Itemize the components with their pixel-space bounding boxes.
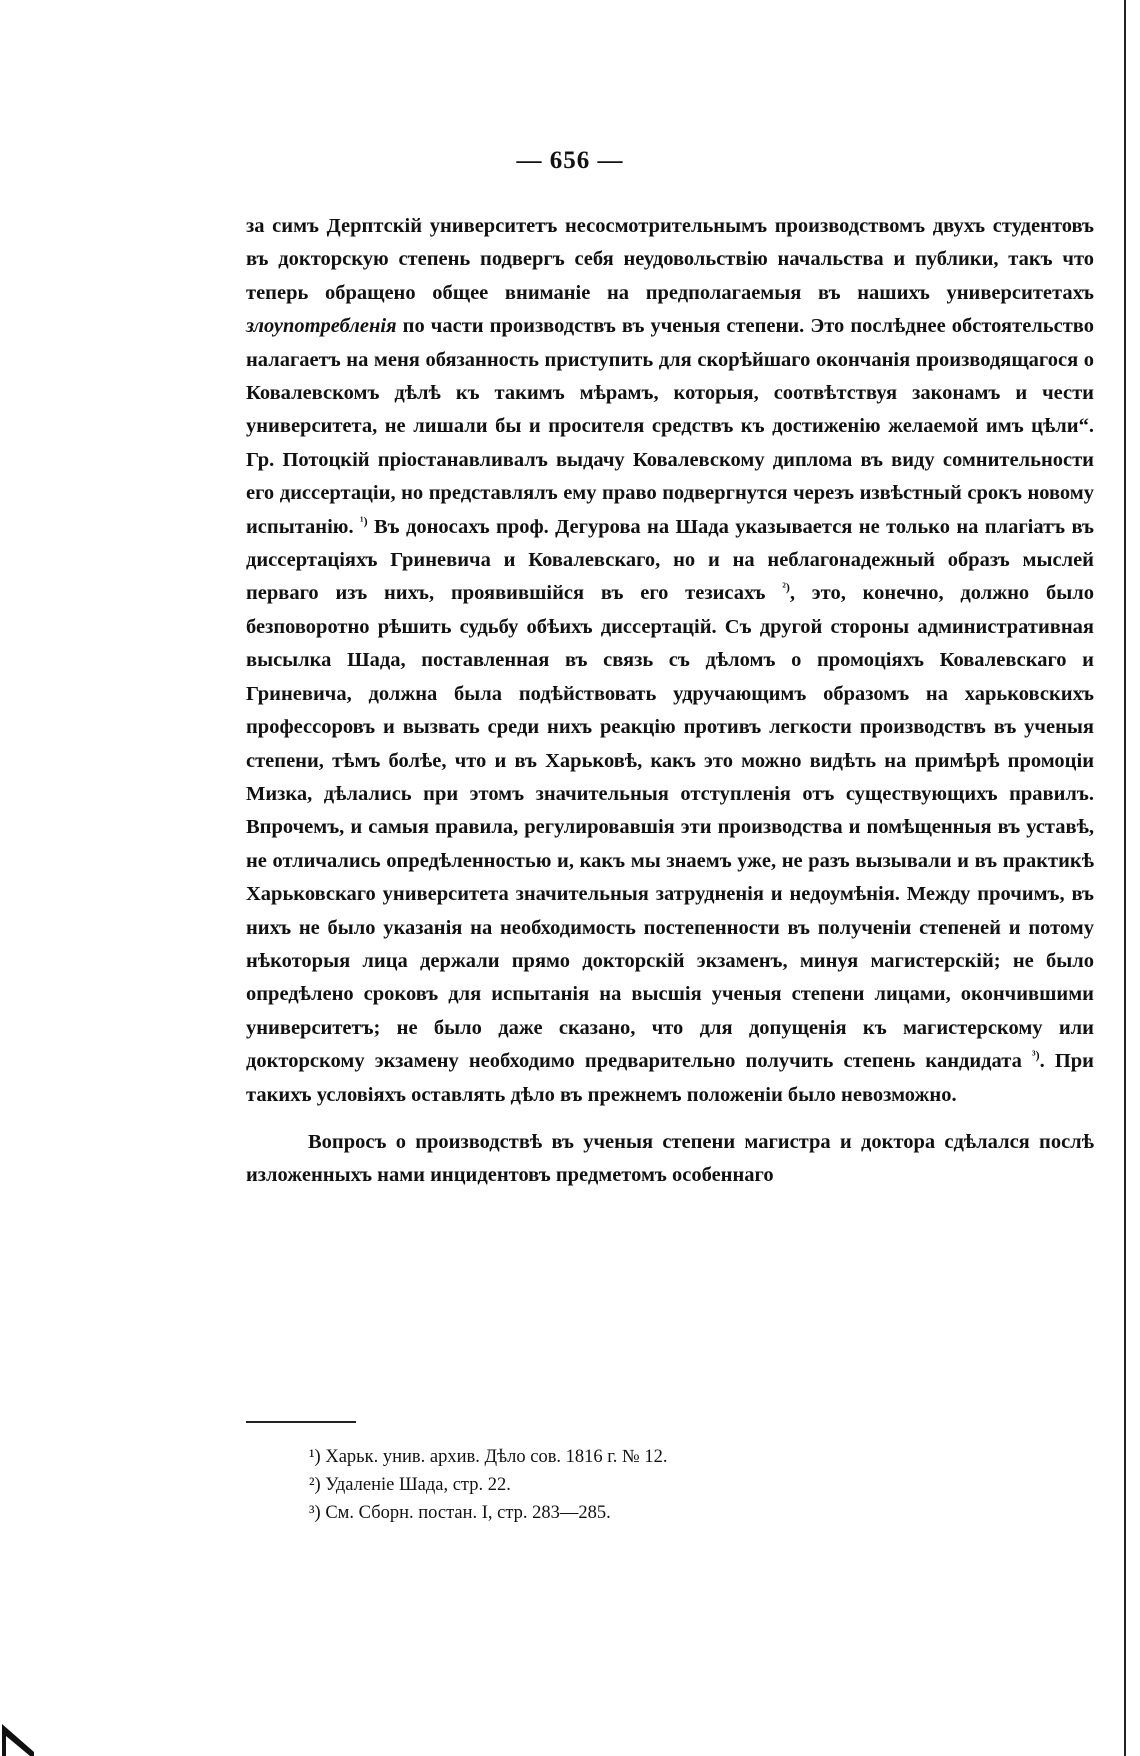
footnote-ref-1: ¹): [359, 513, 368, 528]
page-number: — 656 —: [516, 147, 624, 174]
page-edge-line: [1124, 0, 1126, 1756]
paragraph-1: [246, 210, 1094, 1112]
body-text: [246, 210, 1094, 1193]
corner-mark-icon: [0, 1722, 34, 1756]
paragraph-1-text-a: за симъ Дерптскій университетъ несосмотрительнымъ производствомъ двухъ студентовъ въ докторскую степень подвергъ себя неудовольствію начальства и публики, такъ что теперь обращено общее вниманіе на предполагаемыя въ нашихъ университетахъ: [246, 215, 1094, 304]
footnote-3: ³) См. Сборн. постан. I, стр. 283—285.: [309, 1503, 611, 1523]
paragraph-1-text-e: . При такихъ условіяхъ оставлять дѣло въ прежнемъ положеніи было невозможно.: [246, 1050, 1094, 1106]
paragraph-2: Вопросъ о производствѣ въ ученыя степени магистра и доктора сдѣлался послѣ изложенныхъ нами инцидентовъ предметомъ особеннаго: [246, 1130, 1094, 1187]
footnote-divider: [246, 1421, 356, 1423]
paragraph-1-text-c: Въ доносахъ проф. Дегурова на Шада указывается не только на плагіатъ въ диссертаціяхъ Гриневича и Ковалевскаго, но и на неблагонадежный образъ мыслей перваго изъ нихъ, проявившійся въ его тезисахъ: [246, 515, 1094, 605]
paragraph-1-text-b: по части производствъ въ ученыя степени. Это послѣднее обстоятельство налагаетъ на меня обязанность приступить для скорѣйшаго окончанія производящагося о Ковалевскомъ дѣлѣ къ такимъ мѣрамъ, которыя, соотвѣтствуя законамъ и чести университета, не лишали бы и просителя средствъ къ достиженію желаемой имъ цѣли“. Гр. Потоцкій пріостанавливалъ выдачу Ковалевскому диплома въ виду сомнительности его диссертаціи, но представлялъ ему право подвергнутся черезъ извѣстный срокъ новому испытанію.: [246, 315, 1094, 538]
paragraph-1-text-d: , это, конечно, должно было безповоротно рѣшить судьбу обѣихъ диссертацій. Съ другой стороны административная высылка Шада, поставленная въ связь съ дѣломъ о промоціяхъ Ковалевскаго и Гриневича, должна была подѣйствовать удручающимъ образомъ на харьковскихъ профессоровъ и вызвать среди нихъ реакцію противъ легкости производствъ въ ученыя степени, тѣмъ болѣе, что и въ Харьковѣ, какъ это можно видѣть на примѣрѣ промоціи Мизка, дѣлались при этомъ значительныя отступленія отъ существующихъ правилъ. Впрочемъ, и самыя правила, регулировавшія эти производства и помѣщенныя въ уставѣ, не отличались опредѣленностью и, какъ мы знаемъ уже, не разъ вызывали и въ практикѣ Харьковскаго университета значительныя затрудненія и недоумѣнія. Между прочимъ, въ нихъ не было указанія на необходимость постепенности въ полученіи степеней и потому нѣкоторыя лица держали прямо докторскій экзаменъ, минуя магистерскій; не было опредѣлено сроковъ для испытанія на высшія ученыя степени лицами, окончившими университетъ; не было даже сказано, что для допущенія къ магистерскому или докторскому экзамену необходимо предварительно получить степень кандидата: [246, 582, 1094, 1073]
footnote-ref-2: ²): [782, 580, 790, 595]
footnotes: [309, 1443, 1009, 1527]
footnote-ref-3: ³): [1031, 1048, 1040, 1063]
footnote-2: ²) Удаленіе Шада, стр. 22.: [309, 1475, 511, 1495]
paragraph-1-italic: злоупотребленія: [246, 315, 397, 338]
footnote-1: ¹) Харьк. унив. архив. Дѣло сов. 1816 г. № 12.: [309, 1447, 668, 1467]
